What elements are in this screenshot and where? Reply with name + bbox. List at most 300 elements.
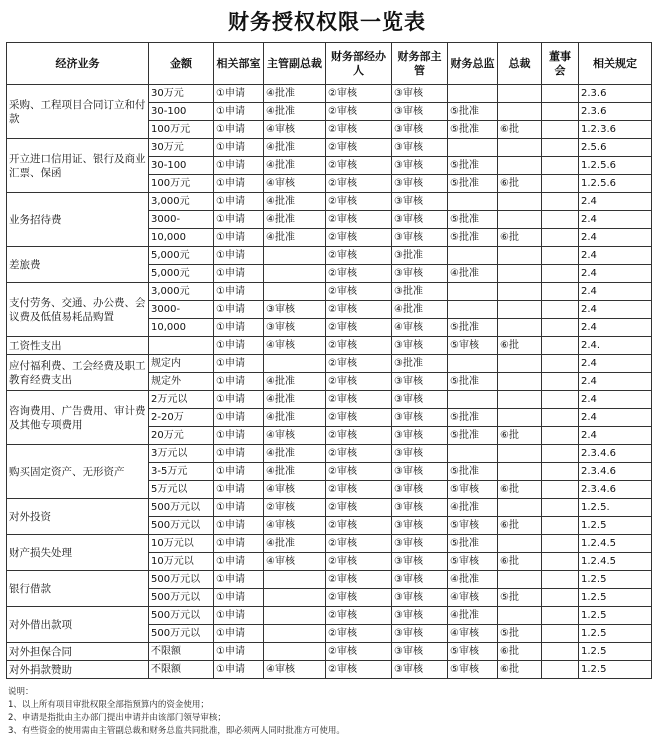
board-cell [542,589,579,607]
header-vice-president: 主管副总裁 [264,43,326,85]
cfo-cell: ⑤批准 [448,121,498,139]
amount-cell: 30万元 [149,139,214,157]
regulation-cell: 1.2.5.6 [579,157,652,175]
finance-handler-cell: ②审核 [326,643,392,661]
vice-president-cell: ④审核 [264,337,326,355]
finance-handler-cell: ②审核 [326,355,392,373]
department-cell: ①申请 [214,139,264,157]
president-cell [498,211,542,229]
note-line: 2、申请是指批由主办部门提出申请并由该部门领导审核； [8,713,226,723]
cfo-cell: ④审核 [448,589,498,607]
cfo-cell [448,139,498,157]
finance-handler-cell: ②审核 [326,157,392,175]
president-cell [498,535,542,553]
board-cell [542,661,579,679]
finance-supervisor-cell: ③审核 [392,157,448,175]
president-cell [498,157,542,175]
department-cell: ①申请 [214,103,264,121]
table-row [7,283,652,301]
business-item-cell: 差旅费 [7,247,149,283]
board-cell [542,445,579,463]
department-cell: ①申请 [214,193,264,211]
president-cell [498,193,542,211]
cfo-cell: ⑤批准 [448,175,498,193]
regulation-cell: 2.3.6 [579,85,652,103]
board-cell [542,211,579,229]
cfo-cell: ⑤批准 [448,319,498,337]
board-cell [542,337,579,355]
vice-president-cell [264,625,326,643]
finance-handler-cell: ②审核 [326,589,392,607]
president-cell [498,391,542,409]
cfo-cell: ⑤审核 [448,481,498,499]
president-cell [498,265,542,283]
vice-president-cell: ④批准 [264,535,326,553]
board-cell [542,409,579,427]
board-cell [542,553,579,571]
regulation-cell: 1.2.5 [579,571,652,589]
amount-cell: 500万元以 [149,517,214,535]
header-cfo: 财务总监 [448,43,498,85]
cfo-cell: ④批准 [448,607,498,625]
vice-president-cell: ④批准 [264,229,326,247]
vice-president-cell: ②审核 [264,499,326,517]
department-cell: ①申请 [214,121,264,139]
cfo-cell: ④批准 [448,499,498,517]
board-cell [542,265,579,283]
finance-handler-cell: ②审核 [326,211,392,229]
finance-supervisor-cell: ③审核 [392,571,448,589]
president-cell: ⑥批 [498,175,542,193]
president-cell [498,409,542,427]
finance-handler-cell: ②审核 [326,283,392,301]
business-item-cell: 对外担保合同 [7,643,149,661]
finance-supervisor-cell: ④批准 [392,301,448,319]
department-cell: ①申请 [214,265,264,283]
regulation-cell: 2.4 [579,409,652,427]
regulation-cell: 2.3.4.6 [579,445,652,463]
department-cell: ①申请 [214,607,264,625]
department-cell: ①申请 [214,391,264,409]
finance-supervisor-cell: ③审核 [392,193,448,211]
president-cell [498,445,542,463]
finance-supervisor-cell: ③审核 [392,175,448,193]
president-cell: ⑥批 [498,427,542,445]
vice-president-cell: ④批准 [264,85,326,103]
president-cell: ⑥批 [498,121,542,139]
business-item-cell: 咨询费用、广告费用、审计费及其他专项费用 [7,391,149,445]
regulation-cell: 2.4 [579,373,652,391]
amount-cell: 100万元 [149,121,214,139]
business-item-cell: 对外借出款项 [7,607,149,643]
president-cell: ⑥批 [498,553,542,571]
vice-president-cell: ③审核 [264,319,326,337]
amount-cell: 10万元以 [149,535,214,553]
finance-supervisor-cell: ③审核 [392,391,448,409]
vice-president-cell: ④批准 [264,463,326,481]
president-cell: ⑥批 [498,643,542,661]
finance-handler-cell: ②审核 [326,463,392,481]
cfo-cell [448,283,498,301]
business-item-cell: 采购、工程项目合同订立和付款 [7,85,149,139]
regulation-cell: 1.2.4.5 [579,553,652,571]
regulation-cell: 1.2.5 [579,643,652,661]
president-cell: ⑥批 [498,517,542,535]
cfo-cell [448,247,498,265]
vice-president-cell [264,589,326,607]
department-cell: ①申请 [214,337,264,355]
finance-supervisor-cell: ③审核 [392,463,448,481]
board-cell [542,319,579,337]
cfo-cell: ⑤批准 [448,535,498,553]
note-line: 1、以上所有项目审批权限全部指预算内的资金使用； [8,700,209,710]
finance-handler-cell: ②审核 [326,85,392,103]
president-cell [498,463,542,481]
amount-cell: 500万元以 [149,499,214,517]
header-regulations: 相关规定 [579,43,652,85]
board-cell [542,121,579,139]
cfo-cell: ⑤审核 [448,643,498,661]
cfo-cell: ⑤批准 [448,427,498,445]
board-cell [542,517,579,535]
regulation-cell: 1.2.5 [579,607,652,625]
table-row [7,571,652,589]
finance-supervisor-cell: ③审核 [392,589,448,607]
regulation-cell: 2.4 [579,229,652,247]
department-cell: ①申请 [214,211,264,229]
amount-cell: 不限额 [149,661,214,679]
finance-supervisor-cell: ③审核 [392,481,448,499]
finance-handler-cell: ②审核 [326,481,392,499]
amount-cell: 3,000元 [149,283,214,301]
cfo-cell: ④批准 [448,571,498,589]
amount-cell: 500万元以 [149,589,214,607]
vice-president-cell: ④批准 [264,193,326,211]
finance-handler-cell: ②审核 [326,193,392,211]
finance-supervisor-cell: ③批准 [392,283,448,301]
president-cell [498,355,542,373]
amount-cell: 3,000元 [149,193,214,211]
president-cell: ⑥批 [498,481,542,499]
amount-cell: 30-100 [149,103,214,121]
board-cell [542,175,579,193]
president-cell [498,85,542,103]
finance-supervisor-cell: ③审核 [392,265,448,283]
department-cell: ①申请 [214,301,264,319]
finance-supervisor-cell: ③审核 [392,643,448,661]
table-row [7,139,652,157]
amount-cell: 不限额 [149,643,214,661]
amount-cell [149,337,214,355]
board-cell [542,229,579,247]
vice-president-cell: ④审核 [264,481,326,499]
vice-president-cell [264,607,326,625]
president-cell: ⑤批 [498,589,542,607]
amount-cell: 2万元以 [149,391,214,409]
regulation-cell: 1.2.5 [579,661,652,679]
department-cell: ①申请 [214,535,264,553]
cfo-cell: ⑤批准 [448,103,498,121]
amount-cell: 规定外 [149,373,214,391]
finance-handler-cell: ②审核 [326,553,392,571]
vice-president-cell [264,571,326,589]
table-row [7,607,652,625]
regulation-cell: 2.4 [579,247,652,265]
finance-supervisor-cell: ③批准 [392,355,448,373]
department-cell: ①申请 [214,499,264,517]
cfo-cell [448,193,498,211]
vice-president-cell [264,247,326,265]
table-row [7,337,652,355]
amount-cell: 500万元以 [149,571,214,589]
department-cell: ①申请 [214,463,264,481]
cfo-cell [448,301,498,319]
president-cell [498,499,542,517]
finance-handler-cell: ②审核 [326,373,392,391]
vice-president-cell: ④审核 [264,427,326,445]
regulation-cell: 1.2.5 [579,625,652,643]
header-finance-supervisor: 财务部主管 [392,43,448,85]
cfo-cell [448,391,498,409]
finance-supervisor-cell: ③审核 [392,211,448,229]
amount-cell: 30万元 [149,85,214,103]
finance-supervisor-cell: ③审核 [392,85,448,103]
business-item-cell: 对外捐款赞助 [7,661,149,679]
business-item-cell: 开立进口信用证、银行及商业汇票、保函 [7,139,149,193]
finance-supervisor-cell: ③审核 [392,517,448,535]
finance-handler-cell: ②审核 [326,139,392,157]
president-cell [498,571,542,589]
amount-cell: 3000- [149,211,214,229]
department-cell: ①申请 [214,517,264,535]
finance-handler-cell: ②审核 [326,571,392,589]
department-cell: ①申请 [214,319,264,337]
regulation-cell: 1.2.5. [579,499,652,517]
regulation-cell: 2.4 [579,283,652,301]
amount-cell: 2-20万 [149,409,214,427]
cfo-cell: ⑤审核 [448,517,498,535]
department-cell: ①申请 [214,85,264,103]
business-item-cell: 购买固定资产、无形资产 [7,445,149,499]
cfo-cell: ④批准 [448,265,498,283]
board-cell [542,607,579,625]
finance-supervisor-cell: ③批准 [392,247,448,265]
regulation-cell: 1.2.5 [579,517,652,535]
notes [8,686,648,738]
president-cell [498,319,542,337]
regulation-cell: 2.3.6 [579,103,652,121]
header-business: 经济业务 [7,43,149,85]
department-cell: ①申请 [214,589,264,607]
amount-cell: 10,000 [149,229,214,247]
finance-handler-cell: ②审核 [326,391,392,409]
board-cell [542,103,579,121]
finance-supervisor-cell: ③审核 [392,553,448,571]
business-item-cell: 对外投资 [7,499,149,535]
board-cell [542,373,579,391]
president-cell [498,283,542,301]
president-cell [498,103,542,121]
finance-handler-cell: ②审核 [326,499,392,517]
president-cell [498,139,542,157]
board-cell [542,283,579,301]
board-cell [542,481,579,499]
header-president: 总裁 [498,43,542,85]
finance-supervisor-cell: ③审核 [392,445,448,463]
president-cell: ⑥批 [498,661,542,679]
board-cell [542,535,579,553]
department-cell: ①申请 [214,283,264,301]
finance-supervisor-cell: ③审核 [392,607,448,625]
finance-supervisor-cell: ③审核 [392,337,448,355]
finance-handler-cell: ②审核 [326,409,392,427]
regulation-cell: 2.5.6 [579,139,652,157]
vice-president-cell: ④批准 [264,157,326,175]
cfo-cell: ⑤审核 [448,553,498,571]
regulation-cell: 2.4 [579,301,652,319]
finance-supervisor-cell: ③审核 [392,499,448,517]
board-cell [542,139,579,157]
table-row [7,661,652,679]
authorization-table [6,42,652,679]
regulation-cell: 2.4 [579,355,652,373]
board-cell [542,85,579,103]
cfo-cell [448,445,498,463]
president-cell: ⑤批 [498,625,542,643]
board-cell [542,301,579,319]
department-cell: ①申请 [214,553,264,571]
finance-handler-cell: ②审核 [326,265,392,283]
amount-cell: 5,000元 [149,265,214,283]
finance-handler-cell: ②审核 [326,445,392,463]
finance-supervisor-cell: ③审核 [392,661,448,679]
cfo-cell: ⑤批准 [448,409,498,427]
vice-president-cell: ④批准 [264,103,326,121]
board-cell [542,427,579,445]
header-amount: 金额 [149,43,214,85]
board-cell [542,499,579,517]
cfo-cell: ⑤批准 [448,229,498,247]
department-cell: ①申请 [214,481,264,499]
department-cell: ①申请 [214,409,264,427]
finance-supervisor-cell: ③审核 [392,373,448,391]
regulation-cell: 2.3.4.6 [579,481,652,499]
table-row [7,391,652,409]
board-cell [542,355,579,373]
amount-cell: 500万元以 [149,607,214,625]
department-cell: ①申请 [214,643,264,661]
finance-supervisor-cell: ③审核 [392,103,448,121]
department-cell: ①申请 [214,373,264,391]
table-row [7,193,652,211]
finance-supervisor-cell: ③审核 [392,625,448,643]
board-cell [542,625,579,643]
vice-president-cell [264,643,326,661]
finance-handler-cell: ②审核 [326,229,392,247]
amount-cell: 3000- [149,301,214,319]
finance-handler-cell: ②审核 [326,337,392,355]
vice-president-cell: ④批准 [264,139,326,157]
vice-president-cell: ④审核 [264,553,326,571]
finance-handler-cell: ②审核 [326,661,392,679]
department-cell: ①申请 [214,445,264,463]
table-row [7,535,652,553]
header-finance-handler: 财务部经办人 [326,43,392,85]
regulation-cell: 2.4. [579,337,652,355]
finance-handler-cell: ②审核 [326,175,392,193]
finance-handler-cell: ②审核 [326,625,392,643]
table-row [7,643,652,661]
regulation-cell: 2.4 [579,211,652,229]
finance-supervisor-cell: ③审核 [392,121,448,139]
board-cell [542,247,579,265]
finance-handler-cell: ②审核 [326,607,392,625]
finance-handler-cell: ②审核 [326,535,392,553]
vice-president-cell: ④批准 [264,211,326,229]
page-title: 财务授权权限一览表 [228,10,426,34]
amount-cell: 规定内 [149,355,214,373]
table-row [7,499,652,517]
president-cell [498,373,542,391]
regulation-cell: 2.4 [579,391,652,409]
business-item-cell: 业务招待费 [7,193,149,247]
finance-supervisor-cell: ③审核 [392,427,448,445]
note-line: 3、有些资金的使用需由主管副总裁和财务总监共同批准，即必须两人同时批准方可使用。 [8,726,345,736]
table-row [7,85,652,103]
board-cell [542,391,579,409]
table-row [7,445,652,463]
department-cell: ①申请 [214,427,264,445]
vice-president-cell: ④审核 [264,661,326,679]
president-cell: ⑥批 [498,337,542,355]
board-cell [542,157,579,175]
vice-president-cell: ④批准 [264,373,326,391]
finance-handler-cell: ②审核 [326,103,392,121]
cfo-cell [448,355,498,373]
header-department: 相关部室 [214,43,264,85]
finance-handler-cell: ②审核 [326,247,392,265]
department-cell: ①申请 [214,229,264,247]
amount-cell: 20万元 [149,427,214,445]
business-item-cell: 财产损失处理 [7,535,149,571]
department-cell: ①申请 [214,661,264,679]
cfo-cell: ⑤批准 [448,157,498,175]
department-cell: ①申请 [214,157,264,175]
finance-handler-cell: ②审核 [326,517,392,535]
president-cell: ⑥批 [498,229,542,247]
business-item-cell: 工资性支出 [7,337,149,355]
vice-president-cell: ④审核 [264,517,326,535]
header-row [7,43,652,85]
vice-president-cell: ④批准 [264,409,326,427]
regulation-cell: 1.2.4.5 [579,535,652,553]
cfo-cell: ⑤批准 [448,211,498,229]
finance-handler-cell: ②审核 [326,319,392,337]
vice-president-cell [264,265,326,283]
president-cell [498,247,542,265]
regulation-cell: 1.2.3.6 [579,121,652,139]
regulation-cell: 1.2.5 [579,589,652,607]
cfo-cell: ⑤审核 [448,661,498,679]
vice-president-cell [264,355,326,373]
board-cell [542,463,579,481]
vice-president-cell: ③审核 [264,301,326,319]
regulation-cell: 1.2.5.6 [579,175,652,193]
amount-cell: 500万元以 [149,625,214,643]
header-board: 董事会 [542,43,579,85]
department-cell: ①申请 [214,247,264,265]
department-cell: ①申请 [214,571,264,589]
